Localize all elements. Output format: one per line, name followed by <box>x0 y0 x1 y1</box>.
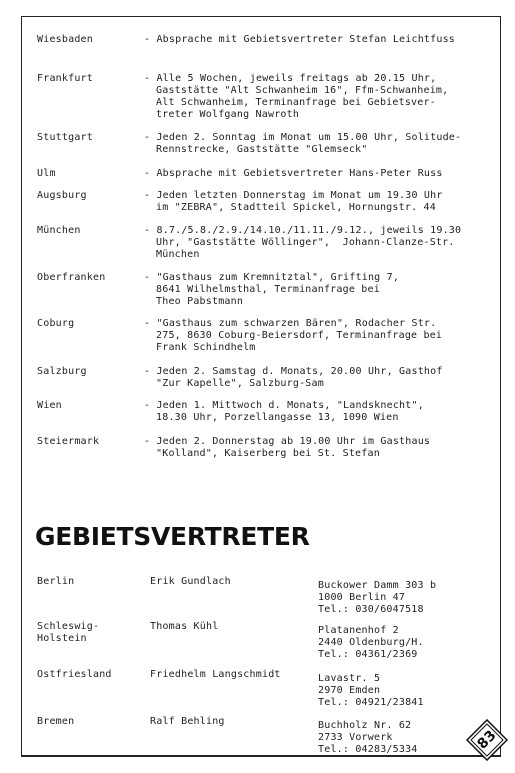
meeting-city: Wiesbaden <box>37 34 93 45</box>
page-number-badge <box>466 719 508 761</box>
rep-address-line: Buchholz Nr. 62 <box>318 720 412 731</box>
meeting-detail-line: 18.30 Uhr, Porzellangasse 13, 1090 Wien <box>156 412 399 423</box>
rep-name: Friedhelm Langschmidt <box>150 669 281 680</box>
meeting-detail-line: "Kolland", Kaiserberg bei St. Stefan <box>156 448 380 459</box>
meeting-detail-line: München <box>156 249 200 260</box>
rep-region: Berlin <box>37 576 75 587</box>
rep-name: Ralf Behling <box>150 716 225 727</box>
meeting-detail-line: - "Gasthaus zum schwarzen Bären", Rodacher Str. <box>144 318 437 329</box>
rep-name: Thomas Kühl <box>150 621 219 632</box>
meeting-detail-line: - "Gasthaus zum Kremnitztal", Grifting 7, <box>144 272 400 283</box>
meeting-detail-line: Rennstrecke, Gaststätte "Glemseck" <box>156 144 368 155</box>
meeting-city: Oberfranken <box>37 272 106 283</box>
rep-address-line: 1000 Berlin 47 <box>318 592 406 603</box>
meeting-city: Frankfurt <box>37 73 93 84</box>
rep-address-line: Tel.: 04361/2369 <box>318 649 418 660</box>
meeting-detail-line: - Alle 5 Wochen, jeweils freitags ab 20.15 Uhr, <box>144 73 437 84</box>
rep-name: Erik Gundlach <box>150 576 231 587</box>
meeting-detail-line: - Absprache mit Gebietsvertreter Stefan Leichtfuss <box>144 34 456 45</box>
meeting-city: Ulm <box>37 168 56 179</box>
meeting-detail-line: Alt Schwanheim, Terminanfrage bei Gebietsver- <box>156 97 436 108</box>
meeting-detail-line: "Zur Kapelle", Salzburg-Sam <box>156 378 324 389</box>
meeting-detail-line: - Jeden 2. Sonntag im Monat um 15.00 Uhr, Solitude- <box>144 132 462 143</box>
rep-region: Ostfriesland <box>37 669 112 680</box>
rep-address-line: Tel.: 04921/23841 <box>318 697 424 708</box>
rep-region: Holstein <box>37 633 87 644</box>
meeting-detail-line: 275, 8630 Coburg-Beiersdorf, Terminanfrage bei <box>156 330 443 341</box>
page-number: 83 <box>474 727 500 753</box>
meeting-detail-line: treter Wolfgang Nawroth <box>156 109 300 120</box>
rep-address-line: Tel.: 030/6047518 <box>318 604 424 615</box>
content-frame <box>21 16 501 757</box>
rep-address-line: 2970 Emden <box>318 685 381 696</box>
rep-address-line: Platanenhof 2 <box>318 625 399 636</box>
rep-region: Bremen <box>37 716 75 727</box>
rep-region: Schleswig- <box>37 621 100 632</box>
meeting-city: Wien <box>37 400 62 411</box>
meeting-city: Coburg <box>37 318 75 329</box>
rep-address-line: Lavastr. 5 <box>318 673 381 684</box>
meeting-city: Augsburg <box>37 190 87 201</box>
rep-address-line: 2733 Vorwerk <box>318 732 393 743</box>
meeting-detail-line: - Jeden letzten Donnerstag im Monat um 19.30 Uhr <box>144 190 443 201</box>
meeting-detail-line: - Jeden 2. Donnerstag ab 19.00 Uhr im Gasthaus <box>144 436 431 447</box>
meeting-city: Steiermark <box>37 436 100 447</box>
meeting-detail-line: Theo Pabstmann <box>156 296 244 307</box>
meeting-city: Salzburg <box>37 366 87 377</box>
section-heading: GEBIETSVERTRETER <box>35 522 310 551</box>
meeting-detail-line: Frank Schindhelm <box>156 342 256 353</box>
rep-address-line: 2440 Oldenburg/H. <box>318 637 424 648</box>
rep-address-line: Tel.: 04283/5334 <box>318 744 418 755</box>
meeting-detail-line: - Jeden 2. Samstag d. Monats, 20.00 Uhr, Gasthof <box>144 366 443 377</box>
meeting-detail-line: - Absprache mit Gebietsvertreter Hans-Peter Russ <box>144 168 443 179</box>
meeting-city: München <box>37 225 81 236</box>
meeting-detail-line: Gaststätte "Alt Schwanheim 16", Ffm-Schwanheim, <box>156 85 449 96</box>
meeting-detail-line: Uhr, "Gaststätte Wöllinger", Johann-Clanze-Str. <box>156 237 455 248</box>
meeting-detail-line: 8641 Wilhelmsthal, Terminanfrage bei <box>156 284 380 295</box>
meeting-city: Stuttgart <box>37 132 93 143</box>
meeting-detail-line: - Jeden 1. Mittwoch d. Monats, "Landsknecht", <box>144 400 424 411</box>
meeting-detail-line: - 8.7./5.8./2.9./14.10./11.11./9.12., jeweils 19.30 <box>144 225 462 236</box>
meeting-detail-line: im "ZEBRA", Stadtteil Spickel, Hornungstr. 44 <box>156 202 436 213</box>
rep-address-line: Buckower Damm 303 b <box>318 580 437 591</box>
